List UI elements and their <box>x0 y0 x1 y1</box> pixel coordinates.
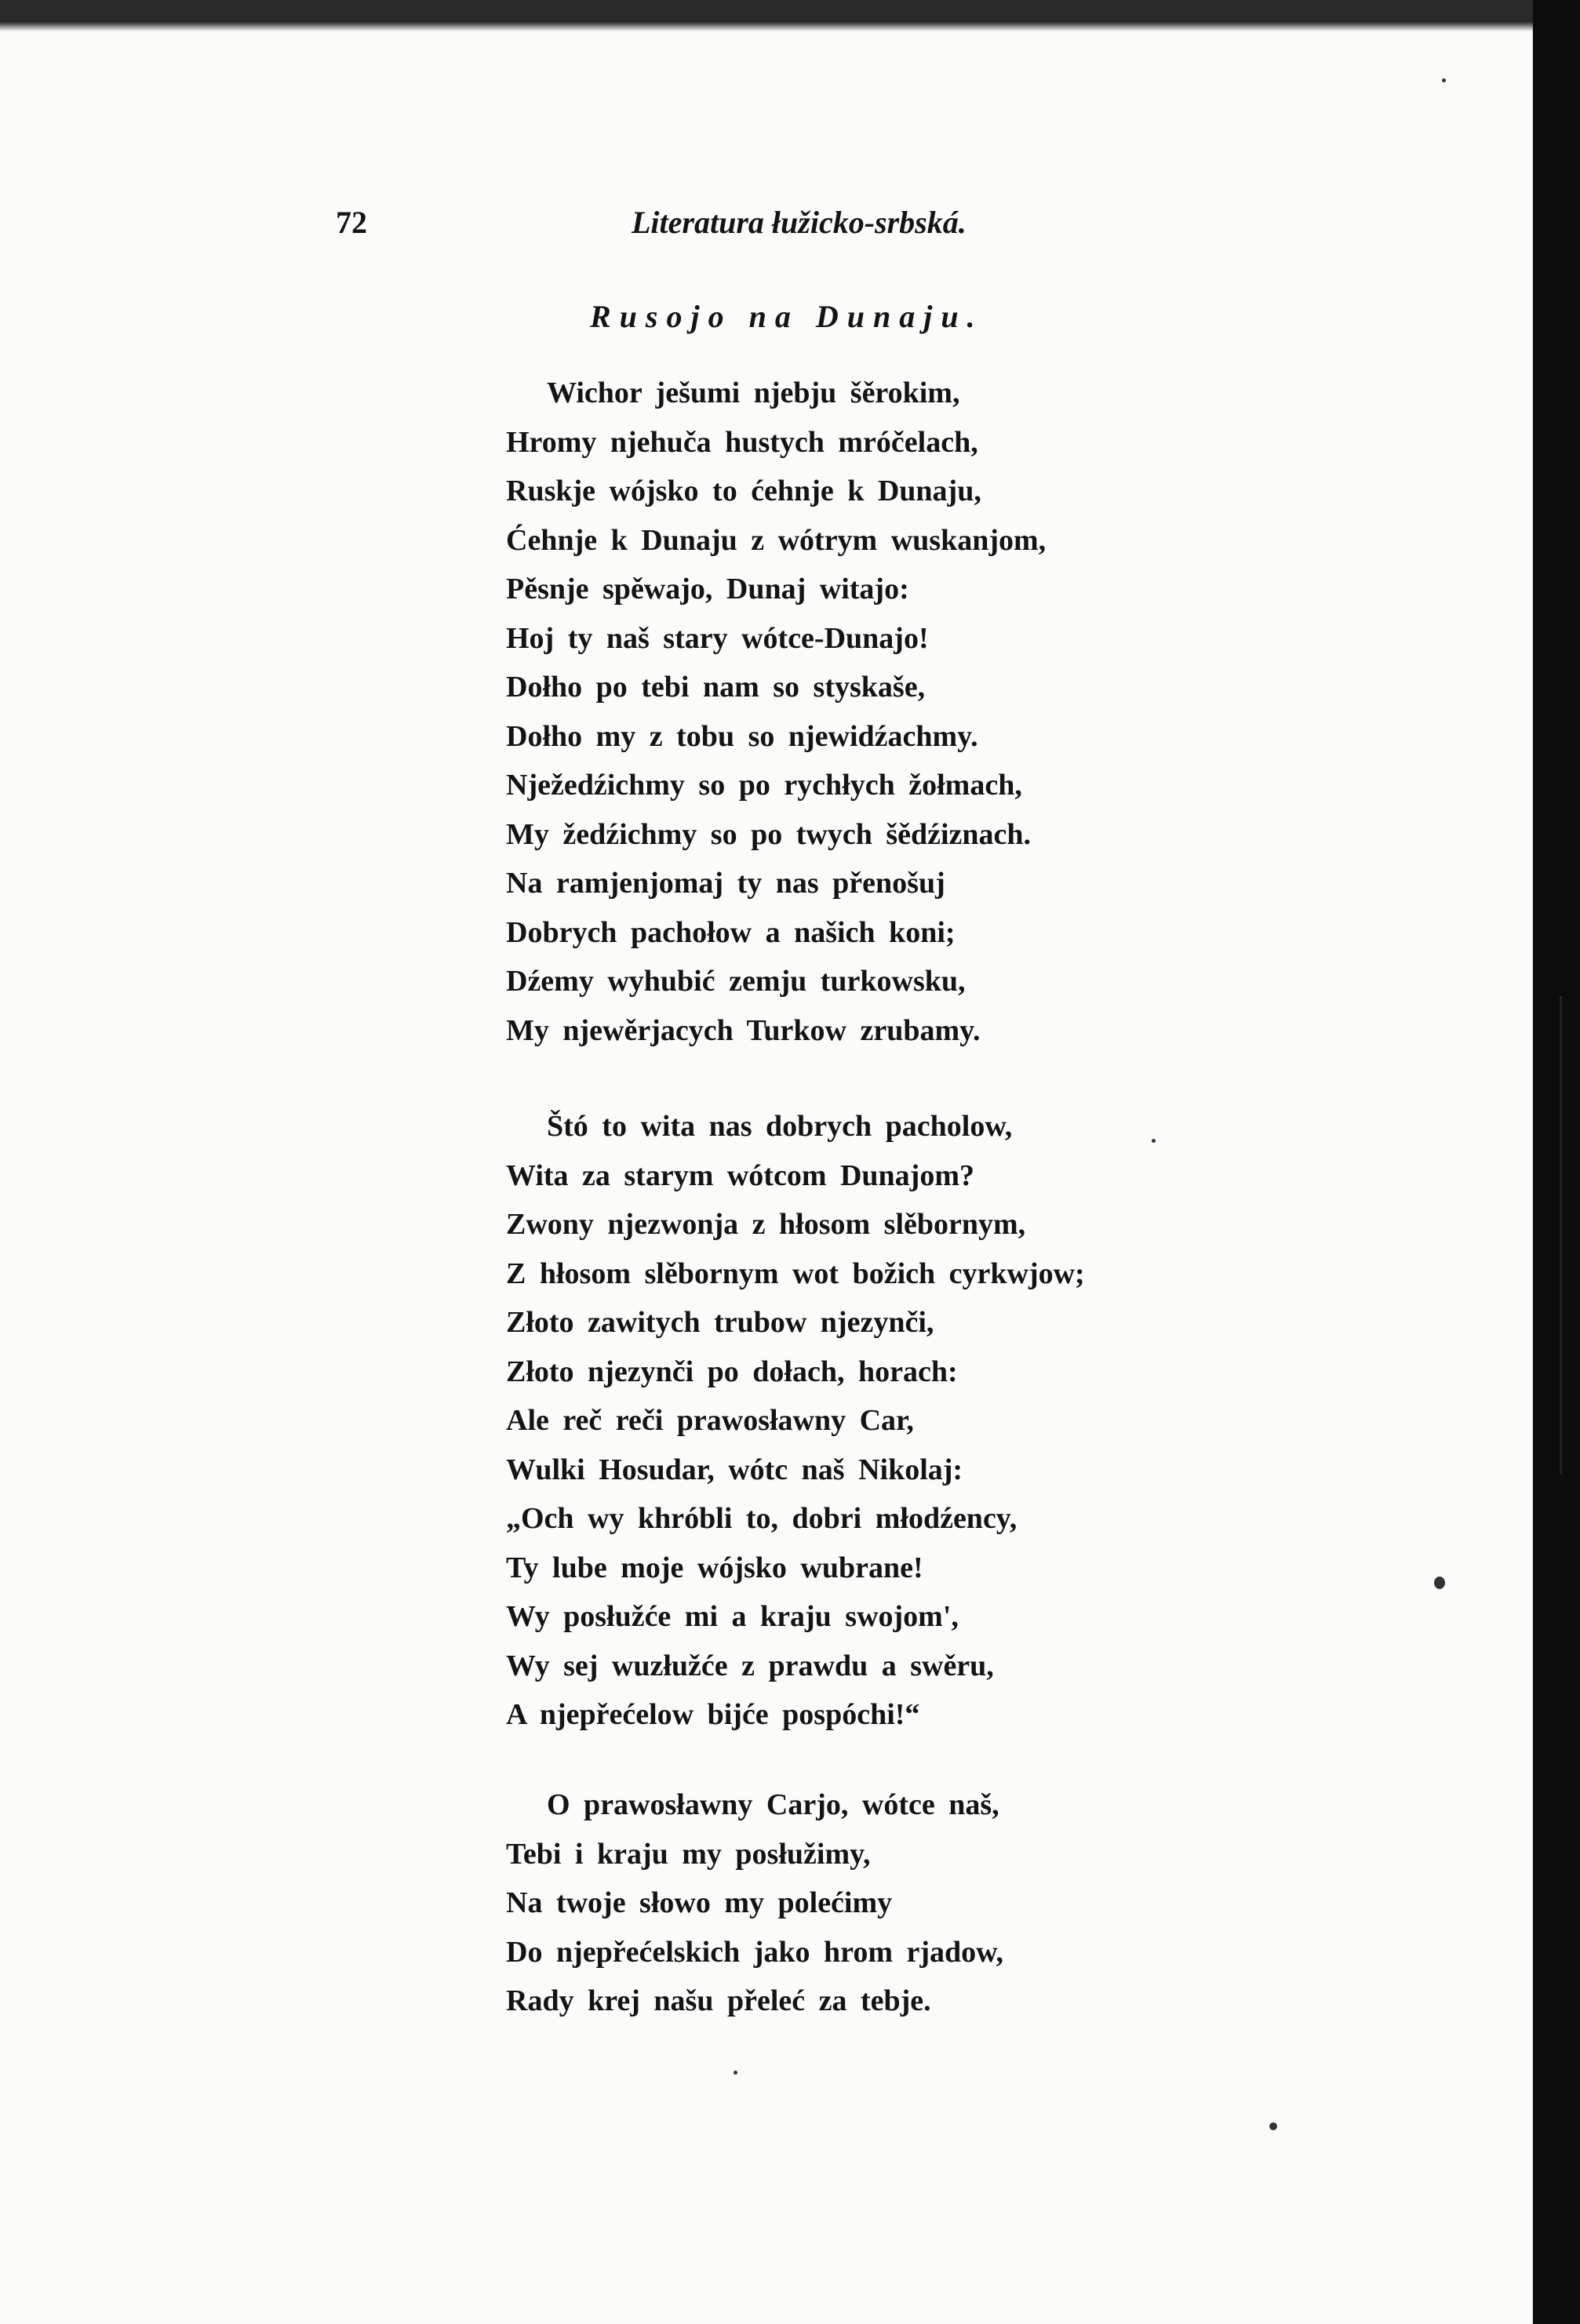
poem-title: Rusojo na Dunaju. <box>590 299 984 334</box>
stanza-1 <box>506 369 1046 1055</box>
verse-line: Na ramjenjomaj ty nas přenošuj <box>506 867 945 900</box>
verse-line: Na twoje słowo my polećimy <box>506 1886 893 1919</box>
verse-line: Dołho po tebi nam so styskaše, <box>506 671 926 704</box>
verse-line: Wy posłužće mi a kraju swojom', <box>506 1600 959 1633</box>
margin-bracket <box>1560 996 1562 1475</box>
verse-line: Do njepřećelskich jako hrom rjadow, <box>506 1935 1003 1969</box>
verse-line: Dobrych pachołow a našich koni; <box>506 915 956 949</box>
verse-line: Nježedźichmy so po rychłych žołmach, <box>506 769 1022 802</box>
verse-line: Z hłosom slěbornym wot božich cyrkwjow; <box>506 1257 1085 1290</box>
verse-line: Złoto zawitych trubow njezynči, <box>506 1306 934 1339</box>
verse-line: Hoj ty naš stary wótce-Dunajo! <box>506 621 929 655</box>
running-head: Literatura łužicko-srbská. <box>632 205 967 240</box>
verse-line: Wulki Hosudar, wótc naš Nikolaj: <box>506 1453 963 1486</box>
verse-line: Ale reč reči prawosławny Car, <box>506 1404 914 1437</box>
verse-line: Pěsnje spěwajo, Dunaj witajo: <box>506 573 909 606</box>
scan-speck <box>1152 1139 1156 1143</box>
scan-speck <box>734 2071 737 2075</box>
verse-line: My žedźichmy so po twych šědźiznach. <box>506 817 1032 851</box>
page-header <box>0 204 1538 251</box>
verse-line: Ćehnje k Dunaju z wótrym wuskanjom, <box>506 523 1047 557</box>
verse-line: „Och wy khróbli to, dobri młodźency, <box>506 1502 1018 1535</box>
verse-line: Złoto njezynči po dołach, horach: <box>506 1355 958 1388</box>
verse-line: Dźemy wyhubić zemju turkowsku, <box>506 965 966 998</box>
verse-line: Dołho my z tobu so njewidźachmy. <box>506 719 978 753</box>
verse-line: Wichor ješumi njebju šěrokim, <box>547 376 960 409</box>
scan-speck <box>1269 2122 1277 2130</box>
scan-top-edge <box>0 0 1538 31</box>
stanza-3 <box>506 1780 1003 2026</box>
verse-line: Ty lube moje wójsko wubrane! <box>506 1551 923 1584</box>
verse-line: Hromy njehuča hustych mróčelach, <box>506 425 978 459</box>
verse-line: Wy sej wuzłužće z prawdu a swěru, <box>506 1649 994 1682</box>
verse-line: Rady krej našu přeleć za tebje. <box>506 1984 931 2017</box>
verse-line: Tebi i kraju my posłužimy, <box>506 1837 871 1871</box>
page-number: 72 <box>336 205 367 240</box>
verse-line: My njewěrjacych Turkow zrubamy. <box>506 1013 981 1047</box>
verse-line: Wita za starym wótcom Dunajom? <box>506 1158 974 1192</box>
verse-line: A njepřećelow bijće pospóchi!“ <box>506 1698 920 1731</box>
verse-line: Zwony njezwonja z hłosom slěbornym, <box>506 1208 1026 1241</box>
stanza-2 <box>506 1102 1085 1740</box>
verse-line: O prawosławny Carjo, wótce naš, <box>547 1788 999 1821</box>
scan-right-edge <box>1533 0 1580 2324</box>
scan-speck <box>1442 78 1446 82</box>
scan-speck <box>1434 1577 1445 1589</box>
verse-line: Ruskje wójsko to ćehnje k Dunaju, <box>506 475 981 507</box>
verse-line: Štó to wita nas dobrych pacholow, <box>547 1110 1013 1143</box>
